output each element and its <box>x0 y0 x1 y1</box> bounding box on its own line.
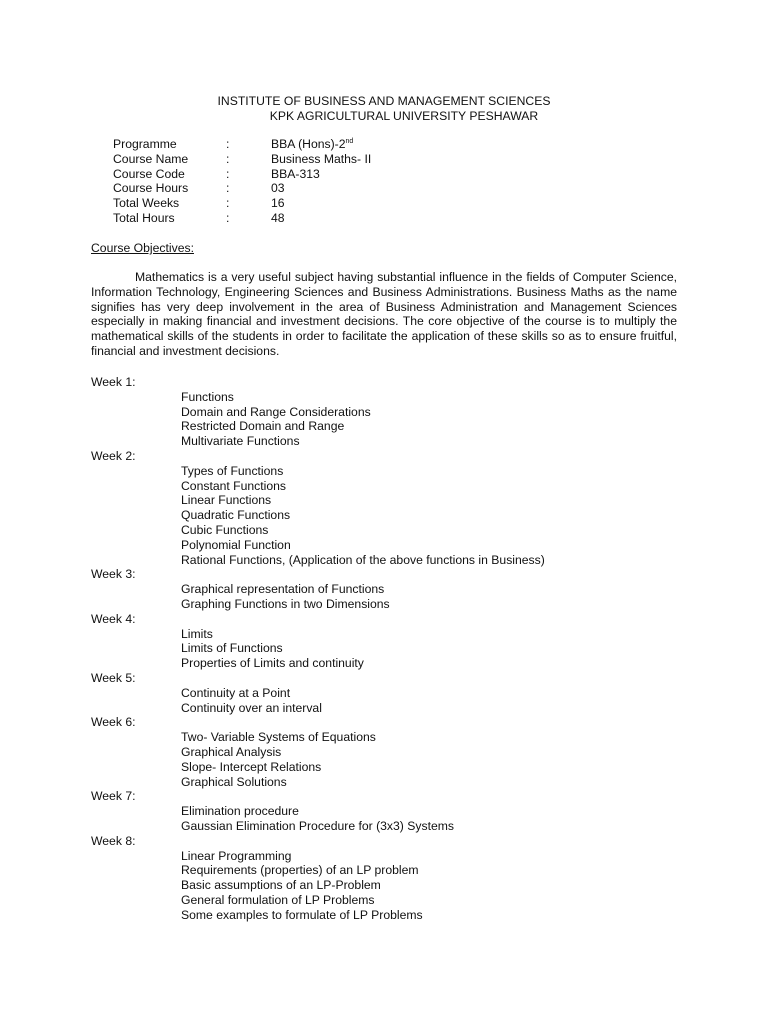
week-topic: Functions <box>181 389 234 404</box>
weekly-schedule <box>91 375 691 922</box>
course-info-value-text: BBA-313 <box>271 166 320 181</box>
week-topic: Quadratic Functions <box>181 508 291 523</box>
week-topic: Slope- Intercept Relations <box>181 759 322 774</box>
week-topic: Linear Functions <box>181 493 272 508</box>
course-info-label: Course Name <box>113 151 189 166</box>
week-label: Week 5: <box>91 670 136 685</box>
course-info-row <box>113 211 513 226</box>
course-info-label: Programme <box>113 137 177 151</box>
week-topic: Multivariate Functions <box>181 434 300 449</box>
course-info-row <box>113 137 513 152</box>
week-topic: Properties of Limits and continuity <box>181 656 364 671</box>
week-topic: Elimination procedure <box>181 804 299 819</box>
course-info-value-text: 48 <box>271 210 285 225</box>
week-topic: Gaussian Elimination Procedure for (3x3) Systems <box>181 818 454 833</box>
week-topic: Continuity at a Point <box>181 685 291 700</box>
week-topic: Graphical Analysis <box>181 744 282 759</box>
week-label: Week 3: <box>91 567 136 582</box>
week-topic: Restricted Domain and Range <box>181 419 345 434</box>
week-label: Week 2: <box>91 448 136 463</box>
week-label: Week 1: <box>91 375 136 389</box>
course-info-value <box>271 196 285 211</box>
week-label: Week 8: <box>91 833 136 848</box>
week-label: Week 4: <box>91 611 136 626</box>
week-topic: Basic assumptions of an LP-Problem <box>181 878 381 893</box>
course-info-colon: : <box>226 181 230 196</box>
course-info-label: Course Code <box>113 166 185 181</box>
week-topic: Requirements (properties) of an LP problem <box>181 863 419 878</box>
week-topic: Cubic Functions <box>181 522 269 537</box>
course-info-value-text: 16 <box>271 196 285 211</box>
week-topic: Linear Programming <box>181 848 292 863</box>
course-info-row <box>113 167 513 182</box>
course-info-label: Course Hours <box>113 181 189 196</box>
week-topic: Constant Functions <box>181 478 287 493</box>
week-topic: Limits <box>181 626 213 641</box>
week-label: Week 6: <box>91 715 136 730</box>
week-topic: Some examples to formulate of LP Problems <box>181 907 423 922</box>
course-info-colon: : <box>226 196 230 211</box>
course-info-value <box>271 137 353 152</box>
week-topic: General formulation of LP Problems <box>181 892 375 907</box>
week-topic: Graphical representation of Functions <box>181 582 385 597</box>
course-info-colon: : <box>226 137 230 151</box>
course-info-value <box>271 181 285 196</box>
course-info-table <box>113 137 513 226</box>
objectives-paragraph: Mathematics is a very useful subject having substantial influence in the fields of Computer Science, Information Technology, Engineering Sciences and Business Administrations. Business Maths as the name signifies has very deep involvement in the area of Business Administration and Management Sciences especially in making financial and investment decisions. The core objective of the course is to multiply the mathematical skills of the students in order to facilitate the application of these skills so as to ensure fruitful, financial and investment decisions. <box>91 270 677 358</box>
week-label: Week 7: <box>91 789 136 804</box>
week-topic: Two- Variable Systems of Equations <box>181 730 376 745</box>
week-topic: Types of Functions <box>181 463 284 478</box>
course-info-colon: : <box>226 210 230 225</box>
course-info-value-text: Business Maths- II <box>271 151 372 166</box>
course-info-row <box>113 152 513 167</box>
course-info-row <box>113 181 513 196</box>
course-info-value-text: 03 <box>271 181 285 196</box>
week-topic: Continuity over an interval <box>181 700 322 715</box>
week-topic: Graphing Functions in two Dimensions <box>181 596 390 611</box>
course-info-colon: : <box>226 166 230 181</box>
course-info-value <box>271 167 320 182</box>
course-info-value-text: BBA (Hons)-2 <box>271 137 346 151</box>
course-info-value <box>271 211 285 226</box>
university-title: KPK AGRICULTURAL UNIVERSITY PESHAWAR <box>269 109 539 123</box>
week-topic: Limits of Functions <box>181 641 283 656</box>
objectives-heading: Course Objectives: <box>91 241 194 255</box>
course-info-value <box>271 152 371 167</box>
institute-title: INSTITUTE OF BUSINESS AND MANAGEMENT SCIENCES <box>217 94 551 108</box>
week-topic: Graphical Solutions <box>181 774 287 789</box>
course-info-superscript: nd <box>345 138 354 145</box>
course-info-colon: : <box>226 151 230 166</box>
week-topic: Rational Functions, (Application of the above functions in Business) <box>181 552 545 567</box>
course-info-row <box>113 196 513 211</box>
course-info-label: Total Hours <box>113 210 175 225</box>
week-topic: Polynomial Function <box>181 537 291 552</box>
course-info-label: Total Weeks <box>113 196 180 211</box>
week-topic: Domain and Range Considerations <box>181 404 371 419</box>
